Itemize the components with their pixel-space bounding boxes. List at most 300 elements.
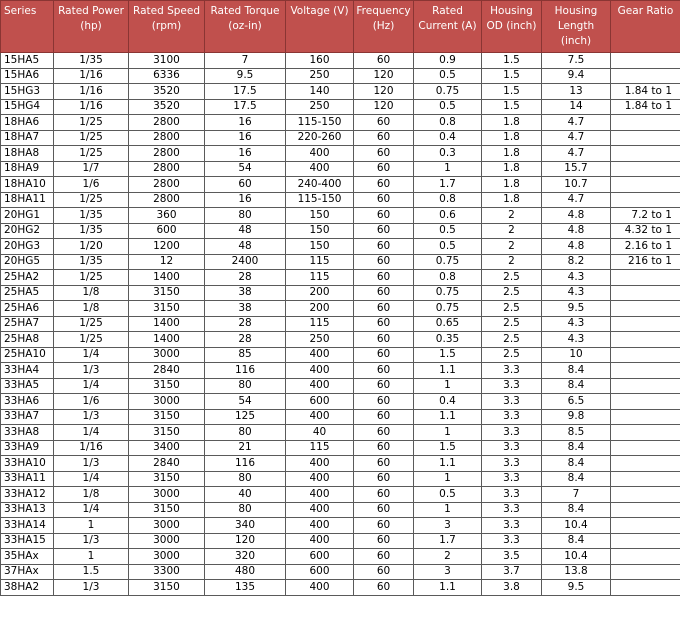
- rated-torque-cell: 28: [205, 270, 286, 286]
- gear-ratio-cell: [611, 53, 680, 69]
- housing-od-cell: 3.3: [482, 533, 542, 549]
- rated-torque-cell: 40: [205, 487, 286, 503]
- frequency-cell: 60: [354, 115, 414, 131]
- rated-power-cell: 1: [54, 549, 129, 565]
- gear-ratio-cell: [611, 564, 680, 580]
- rated-speed-cell: 1400: [129, 316, 205, 332]
- header-housing-od: Housing OD (inch): [482, 1, 542, 53]
- rated-power-cell: 1/16: [54, 68, 129, 84]
- rated-current-cell: 3: [414, 564, 482, 580]
- rated-power-cell: 1/4: [54, 347, 129, 363]
- rated-torque-cell: 125: [205, 409, 286, 425]
- rated-power-cell: 1/8: [54, 487, 129, 503]
- rated-current-cell: 1: [414, 378, 482, 394]
- rated-speed-cell: 1400: [129, 332, 205, 348]
- table-row: [1, 378, 680, 394]
- rated-speed-cell: 3000: [129, 549, 205, 565]
- gear-ratio-cell: [611, 502, 680, 518]
- housing-od-cell: 3.3: [482, 394, 542, 410]
- housing-length-cell: 8.4: [542, 471, 611, 487]
- rated-power-cell: 1/25: [54, 146, 129, 162]
- gear-ratio-cell: [611, 177, 680, 193]
- rated-torque-cell: 54: [205, 394, 286, 410]
- rated-current-cell: 1: [414, 471, 482, 487]
- housing-od-cell: 1.8: [482, 161, 542, 177]
- series-cell: 15HA6: [1, 68, 54, 84]
- table-row: [1, 130, 680, 146]
- table-body: [1, 53, 680, 596]
- series-cell: 33HA10: [1, 456, 54, 472]
- housing-od-cell: 2: [482, 208, 542, 224]
- table-row: [1, 533, 680, 549]
- voltage-cell: 400: [286, 487, 354, 503]
- rated-torque-cell: 28: [205, 332, 286, 348]
- gear-ratio-cell: [611, 115, 680, 131]
- series-cell: 38HA2: [1, 580, 54, 596]
- rated-power-cell: 1/6: [54, 177, 129, 193]
- rated-torque-cell: 2400: [205, 254, 286, 270]
- series-cell: 33HA5: [1, 378, 54, 394]
- gear-ratio-cell: [611, 533, 680, 549]
- rated-speed-cell: 3520: [129, 84, 205, 100]
- series-cell: 33HA7: [1, 409, 54, 425]
- voltage-cell: 400: [286, 471, 354, 487]
- table-row: [1, 239, 680, 255]
- rated-torque-cell: 80: [205, 208, 286, 224]
- frequency-cell: 60: [354, 53, 414, 69]
- housing-length-cell: 4.3: [542, 270, 611, 286]
- frequency-cell: 60: [354, 177, 414, 193]
- gear-ratio-cell: 4.32 to 1: [611, 223, 680, 239]
- rated-speed-cell: 360: [129, 208, 205, 224]
- rated-power-cell: 1.5: [54, 564, 129, 580]
- rated-current-cell: 0.3: [414, 146, 482, 162]
- housing-length-cell: 4.8: [542, 208, 611, 224]
- housing-length-cell: 6.5: [542, 394, 611, 410]
- rated-torque-cell: 48: [205, 239, 286, 255]
- series-cell: 20HG5: [1, 254, 54, 270]
- housing-od-cell: 2.5: [482, 301, 542, 317]
- frequency-cell: 60: [354, 549, 414, 565]
- rated-speed-cell: 3150: [129, 580, 205, 596]
- rated-power-cell: 1/16: [54, 99, 129, 115]
- table-row: [1, 208, 680, 224]
- frequency-cell: 60: [354, 487, 414, 503]
- gear-ratio-cell: [611, 394, 680, 410]
- rated-power-cell: 1/8: [54, 285, 129, 301]
- rated-power-cell: 1/25: [54, 130, 129, 146]
- table-row: [1, 332, 680, 348]
- gear-ratio-cell: [611, 518, 680, 534]
- table-row: [1, 409, 680, 425]
- rated-power-cell: 1/25: [54, 192, 129, 208]
- header-voltage: Voltage (V): [286, 1, 354, 53]
- rated-speed-cell: 3150: [129, 502, 205, 518]
- rated-current-cell: 0.5: [414, 223, 482, 239]
- rated-torque-cell: 38: [205, 301, 286, 317]
- rated-speed-cell: 3300: [129, 564, 205, 580]
- rated-torque-cell: 85: [205, 347, 286, 363]
- gear-ratio-cell: 1.84 to 1: [611, 84, 680, 100]
- housing-length-cell: 4.8: [542, 223, 611, 239]
- housing-od-cell: 2.5: [482, 332, 542, 348]
- table-row: [1, 394, 680, 410]
- frequency-cell: 60: [354, 208, 414, 224]
- voltage-cell: 400: [286, 378, 354, 394]
- series-cell: 20HG3: [1, 239, 54, 255]
- housing-length-cell: 9.5: [542, 301, 611, 317]
- housing-length-cell: 13.8: [542, 564, 611, 580]
- rated-power-cell: 1/16: [54, 84, 129, 100]
- housing-length-cell: 15.7: [542, 161, 611, 177]
- gear-ratio-cell: [611, 316, 680, 332]
- rated-torque-cell: 16: [205, 192, 286, 208]
- table-row: [1, 115, 680, 131]
- table-row: [1, 53, 680, 69]
- rated-torque-cell: 16: [205, 146, 286, 162]
- housing-length-cell: 8.4: [542, 456, 611, 472]
- housing-length-cell: 10.7: [542, 177, 611, 193]
- housing-length-cell: 8.5: [542, 425, 611, 441]
- voltage-cell: 400: [286, 161, 354, 177]
- rated-power-cell: 1/25: [54, 316, 129, 332]
- housing-od-cell: 3.3: [482, 409, 542, 425]
- gear-ratio-cell: [611, 301, 680, 317]
- housing-length-cell: 9.8: [542, 409, 611, 425]
- rated-current-cell: 0.75: [414, 301, 482, 317]
- rated-current-cell: 1.1: [414, 580, 482, 596]
- rated-power-cell: 1/35: [54, 223, 129, 239]
- table-row: [1, 502, 680, 518]
- gear-ratio-cell: 2.16 to 1: [611, 239, 680, 255]
- rated-power-cell: 1/7: [54, 161, 129, 177]
- rated-current-cell: 1.7: [414, 177, 482, 193]
- voltage-cell: 400: [286, 502, 354, 518]
- voltage-cell: 40: [286, 425, 354, 441]
- table-row: [1, 549, 680, 565]
- housing-od-cell: 1.5: [482, 53, 542, 69]
- rated-power-cell: 1/4: [54, 471, 129, 487]
- housing-od-cell: 3.5: [482, 549, 542, 565]
- housing-length-cell: 8.4: [542, 533, 611, 549]
- rated-torque-cell: 38: [205, 285, 286, 301]
- frequency-cell: 60: [354, 502, 414, 518]
- header-gear-ratio: Gear Ratio: [611, 1, 680, 53]
- rated-speed-cell: 1200: [129, 239, 205, 255]
- rated-speed-cell: 2800: [129, 130, 205, 146]
- rated-torque-cell: 7: [205, 53, 286, 69]
- rated-speed-cell: 2840: [129, 456, 205, 472]
- table-row: [1, 425, 680, 441]
- housing-od-cell: 1.8: [482, 130, 542, 146]
- gear-ratio-cell: [611, 580, 680, 596]
- rated-current-cell: 0.4: [414, 394, 482, 410]
- frequency-cell: 60: [354, 192, 414, 208]
- header-rated-torque: Rated Torque (oz-in): [205, 1, 286, 53]
- housing-length-cell: 7: [542, 487, 611, 503]
- rated-current-cell: 0.75: [414, 254, 482, 270]
- gear-ratio-cell: [611, 471, 680, 487]
- rated-speed-cell: 6336: [129, 68, 205, 84]
- gear-ratio-cell: [611, 347, 680, 363]
- housing-od-cell: 1.8: [482, 192, 542, 208]
- voltage-cell: 400: [286, 533, 354, 549]
- gear-ratio-cell: [611, 549, 680, 565]
- rated-speed-cell: 3000: [129, 347, 205, 363]
- housing-od-cell: 2: [482, 254, 542, 270]
- gear-ratio-cell: [611, 161, 680, 177]
- series-cell: 25HA6: [1, 301, 54, 317]
- rated-torque-cell: 320: [205, 549, 286, 565]
- housing-od-cell: 3.3: [482, 440, 542, 456]
- voltage-cell: 250: [286, 332, 354, 348]
- rated-torque-cell: 116: [205, 363, 286, 379]
- table-row: [1, 363, 680, 379]
- voltage-cell: 400: [286, 347, 354, 363]
- voltage-cell: 115: [286, 254, 354, 270]
- table-row: [1, 285, 680, 301]
- gear-ratio-cell: [611, 285, 680, 301]
- header-housing-length: Housing Length (inch): [542, 1, 611, 53]
- rated-speed-cell: 3000: [129, 518, 205, 534]
- voltage-cell: 400: [286, 456, 354, 472]
- housing-length-cell: 8.2: [542, 254, 611, 270]
- housing-length-cell: 8.4: [542, 363, 611, 379]
- housing-od-cell: 1.8: [482, 115, 542, 131]
- rated-torque-cell: 120: [205, 533, 286, 549]
- frequency-cell: 120: [354, 84, 414, 100]
- rated-speed-cell: 3000: [129, 533, 205, 549]
- rated-current-cell: 0.5: [414, 68, 482, 84]
- rated-speed-cell: 3150: [129, 409, 205, 425]
- table-row: [1, 161, 680, 177]
- housing-length-cell: 10.4: [542, 549, 611, 565]
- series-cell: 18HA8: [1, 146, 54, 162]
- voltage-cell: 150: [286, 208, 354, 224]
- rated-torque-cell: 9.5: [205, 68, 286, 84]
- housing-od-cell: 2.5: [482, 347, 542, 363]
- voltage-cell: 600: [286, 394, 354, 410]
- rated-current-cell: 0.4: [414, 130, 482, 146]
- housing-length-cell: 4.7: [542, 130, 611, 146]
- table-row: [1, 270, 680, 286]
- series-cell: 18HA10: [1, 177, 54, 193]
- frequency-cell: 60: [354, 239, 414, 255]
- header-rated-current: Rated Current (A): [414, 1, 482, 53]
- frequency-cell: 60: [354, 440, 414, 456]
- frequency-cell: 60: [354, 394, 414, 410]
- rated-power-cell: 1/3: [54, 533, 129, 549]
- rated-torque-cell: 480: [205, 564, 286, 580]
- rated-current-cell: 1.5: [414, 347, 482, 363]
- gear-ratio-cell: 1.84 to 1: [611, 99, 680, 115]
- series-cell: 33HA15: [1, 533, 54, 549]
- rated-speed-cell: 3000: [129, 394, 205, 410]
- series-cell: 33HA14: [1, 518, 54, 534]
- table-row: [1, 192, 680, 208]
- table-row: [1, 347, 680, 363]
- table-row: [1, 223, 680, 239]
- voltage-cell: 150: [286, 239, 354, 255]
- series-cell: 20HG2: [1, 223, 54, 239]
- rated-power-cell: 1/20: [54, 239, 129, 255]
- rated-current-cell: 0.35: [414, 332, 482, 348]
- rated-torque-cell: 16: [205, 130, 286, 146]
- frequency-cell: 120: [354, 68, 414, 84]
- frequency-cell: 60: [354, 254, 414, 270]
- gear-ratio-cell: [611, 487, 680, 503]
- rated-power-cell: 1/4: [54, 425, 129, 441]
- frequency-cell: 60: [354, 332, 414, 348]
- rated-current-cell: 0.65: [414, 316, 482, 332]
- rated-speed-cell: 3000: [129, 487, 205, 503]
- rated-speed-cell: 600: [129, 223, 205, 239]
- rated-torque-cell: 21: [205, 440, 286, 456]
- rated-current-cell: 3: [414, 518, 482, 534]
- series-cell: 33HA6: [1, 394, 54, 410]
- rated-torque-cell: 48: [205, 223, 286, 239]
- voltage-cell: 250: [286, 99, 354, 115]
- rated-current-cell: 1.5: [414, 440, 482, 456]
- housing-length-cell: 14: [542, 99, 611, 115]
- housing-od-cell: 2.5: [482, 316, 542, 332]
- rated-power-cell: 1/3: [54, 580, 129, 596]
- housing-length-cell: 4.7: [542, 146, 611, 162]
- rated-current-cell: 1.1: [414, 456, 482, 472]
- rated-torque-cell: 80: [205, 425, 286, 441]
- rated-current-cell: 0.5: [414, 99, 482, 115]
- voltage-cell: 600: [286, 564, 354, 580]
- header-rated-power: Rated Power (hp): [54, 1, 129, 53]
- series-cell: 15HG3: [1, 84, 54, 100]
- table-row: [1, 580, 680, 596]
- rated-power-cell: 1/4: [54, 378, 129, 394]
- series-cell: 25HA5: [1, 285, 54, 301]
- table-row: [1, 84, 680, 100]
- voltage-cell: 600: [286, 549, 354, 565]
- voltage-cell: 240-400: [286, 177, 354, 193]
- housing-od-cell: 1.5: [482, 68, 542, 84]
- rated-power-cell: 1/25: [54, 115, 129, 131]
- series-cell: 20HG1: [1, 208, 54, 224]
- frequency-cell: 60: [354, 580, 414, 596]
- gear-ratio-cell: [611, 68, 680, 84]
- frequency-cell: 60: [354, 130, 414, 146]
- housing-length-cell: 9.5: [542, 580, 611, 596]
- series-cell: 18HA9: [1, 161, 54, 177]
- gear-ratio-cell: [611, 363, 680, 379]
- housing-length-cell: 4.3: [542, 316, 611, 332]
- rated-speed-cell: 3150: [129, 425, 205, 441]
- rated-power-cell: 1/8: [54, 301, 129, 317]
- rated-current-cell: 1: [414, 161, 482, 177]
- frequency-cell: 60: [354, 316, 414, 332]
- rated-power-cell: 1/25: [54, 332, 129, 348]
- rated-torque-cell: 17.5: [205, 84, 286, 100]
- rated-speed-cell: 2800: [129, 161, 205, 177]
- voltage-cell: 140: [286, 84, 354, 100]
- rated-torque-cell: 16: [205, 115, 286, 131]
- housing-od-cell: 1.8: [482, 146, 542, 162]
- housing-length-cell: 8.4: [542, 502, 611, 518]
- rated-current-cell: 0.8: [414, 192, 482, 208]
- frequency-cell: 60: [354, 363, 414, 379]
- series-cell: 33HA13: [1, 502, 54, 518]
- housing-length-cell: 4.7: [542, 115, 611, 131]
- housing-od-cell: 3.8: [482, 580, 542, 596]
- voltage-cell: 200: [286, 285, 354, 301]
- voltage-cell: 400: [286, 580, 354, 596]
- series-cell: 25HA2: [1, 270, 54, 286]
- rated-current-cell: 2: [414, 549, 482, 565]
- housing-length-cell: 8.4: [542, 440, 611, 456]
- rated-torque-cell: 116: [205, 456, 286, 472]
- rated-power-cell: 1: [54, 518, 129, 534]
- rated-current-cell: 0.8: [414, 270, 482, 286]
- rated-speed-cell: 3400: [129, 440, 205, 456]
- housing-length-cell: 9.4: [542, 68, 611, 84]
- rated-current-cell: 1.1: [414, 363, 482, 379]
- frequency-cell: 120: [354, 99, 414, 115]
- housing-length-cell: 4.3: [542, 332, 611, 348]
- housing-od-cell: 1.5: [482, 99, 542, 115]
- voltage-cell: 115: [286, 440, 354, 456]
- series-cell: 37HAx: [1, 564, 54, 580]
- header-row: [1, 1, 680, 53]
- gear-ratio-cell: [611, 456, 680, 472]
- voltage-cell: 115: [286, 270, 354, 286]
- rated-current-cell: 1: [414, 502, 482, 518]
- rated-current-cell: 0.5: [414, 487, 482, 503]
- housing-od-cell: 2: [482, 223, 542, 239]
- voltage-cell: 250: [286, 68, 354, 84]
- rated-torque-cell: 80: [205, 502, 286, 518]
- rated-current-cell: 0.6: [414, 208, 482, 224]
- housing-od-cell: 2: [482, 239, 542, 255]
- rated-current-cell: 1: [414, 425, 482, 441]
- housing-od-cell: 2.5: [482, 285, 542, 301]
- series-cell: 33HA8: [1, 425, 54, 441]
- rated-speed-cell: 3150: [129, 378, 205, 394]
- voltage-cell: 400: [286, 363, 354, 379]
- housing-od-cell: 3.3: [482, 456, 542, 472]
- header-series: Series: [1, 1, 54, 53]
- rated-torque-cell: 80: [205, 471, 286, 487]
- rated-speed-cell: 2800: [129, 115, 205, 131]
- table-row: [1, 518, 680, 534]
- series-cell: 15HG4: [1, 99, 54, 115]
- series-cell: 33HA12: [1, 487, 54, 503]
- housing-length-cell: 10: [542, 347, 611, 363]
- housing-length-cell: 4.8: [542, 239, 611, 255]
- table-row: [1, 456, 680, 472]
- table-row: [1, 487, 680, 503]
- gear-ratio-cell: [611, 425, 680, 441]
- housing-od-cell: 3.3: [482, 471, 542, 487]
- table-row: [1, 301, 680, 317]
- housing-length-cell: 10.4: [542, 518, 611, 534]
- series-cell: 33HA11: [1, 471, 54, 487]
- housing-od-cell: 3.3: [482, 487, 542, 503]
- gear-ratio-cell: 7.2 to 1: [611, 208, 680, 224]
- gear-ratio-cell: [611, 409, 680, 425]
- series-cell: 33HA4: [1, 363, 54, 379]
- rated-power-cell: 1/25: [54, 270, 129, 286]
- frequency-cell: 60: [354, 378, 414, 394]
- frequency-cell: 60: [354, 161, 414, 177]
- housing-od-cell: 1.5: [482, 84, 542, 100]
- rated-power-cell: 1/4: [54, 502, 129, 518]
